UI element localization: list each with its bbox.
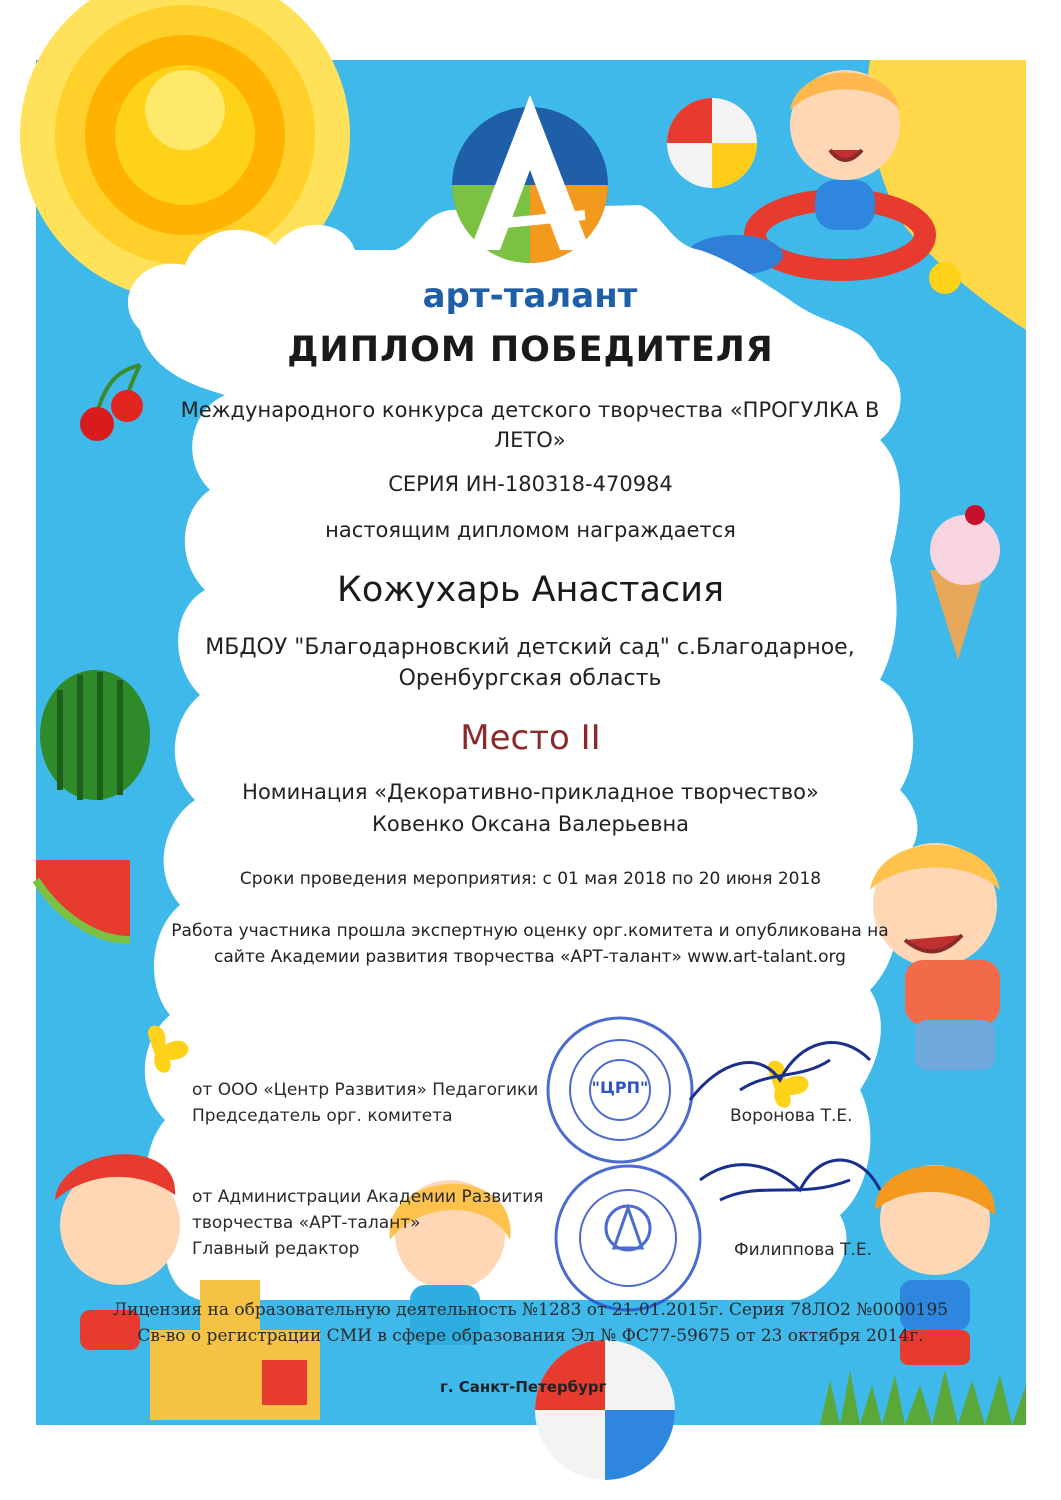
nomination: Номинация «Декоративно-прикладное творчество» <box>242 780 819 804</box>
series-number: СЕРИЯ ИН-180318-470984 <box>388 472 673 496</box>
sig2-role: Главный редактор <box>192 1239 360 1259</box>
sig1-role: Председатель орг. комитета <box>192 1106 453 1126</box>
smi-line: Св-во о регистрации СМИ в сфере образования Эл № ФС77-59675 от 23 октября 2014г. <box>137 1326 924 1346</box>
event-dates: Сроки проведения мероприятия: с 01 мая 2018 по 20 июня 2018 <box>239 869 822 889</box>
art-talant-logo <box>452 95 608 263</box>
awarded-text: настоящим дипломом награждается <box>325 518 736 542</box>
beach-ball-illustration <box>667 98 757 188</box>
license-line: Лицензия на образовательную деятельность №1283 от 21.01.2015г. Серия 78ЛО2 №0000195 <box>112 1300 949 1320</box>
stamp-crp-center: "ЦРП" <box>591 1078 649 1097</box>
recipient-organization: МБДОУ "Благодарновский детский сад" с.Благодарное, Оренбургская область <box>205 635 855 691</box>
logo-text: арт-талант <box>422 276 638 316</box>
teacher-name: Ковенко Оксана Валерьевна <box>371 812 690 836</box>
signature-block-2 <box>192 1184 543 1262</box>
contest-name: Международного конкурса детского творчества «ПРОГУЛКА В ЛЕТО» <box>180 398 880 452</box>
diploma-title: ДИПЛОМ ПОБЕДИТЕЛЯ <box>287 330 774 370</box>
sig1-name: Воронова Т.Е. <box>730 1106 853 1126</box>
review-note: Работа участника прошла экспертную оценку орг.комитета и опубликована на сайте Академии развития творчества «АРТ-талант» www.art-talant.org <box>171 921 889 967</box>
place-award: Место II <box>460 718 601 758</box>
city: г. Санкт-Петербург <box>440 1378 607 1396</box>
signature-block-1 <box>192 1077 538 1129</box>
cherries-illustration <box>80 365 143 441</box>
child-left-illustration <box>55 1154 180 1350</box>
recipient-name: Кожухарь Анастасия <box>336 570 725 610</box>
grass-illustration <box>820 1370 1026 1425</box>
sig1-from: от ООО «Центр Развития» Педагогики <box>192 1080 539 1100</box>
sig2-name: Филиппова Т.Е. <box>734 1240 873 1260</box>
sig2-from2: творчества «АРТ-талант» <box>192 1213 421 1233</box>
beach-ball-bottom-illustration <box>535 1340 675 1480</box>
duck-illustration <box>929 262 961 294</box>
sig2-from: от Администрации Академии Развития <box>192 1187 544 1207</box>
watermelon-illustration <box>36 670 150 940</box>
